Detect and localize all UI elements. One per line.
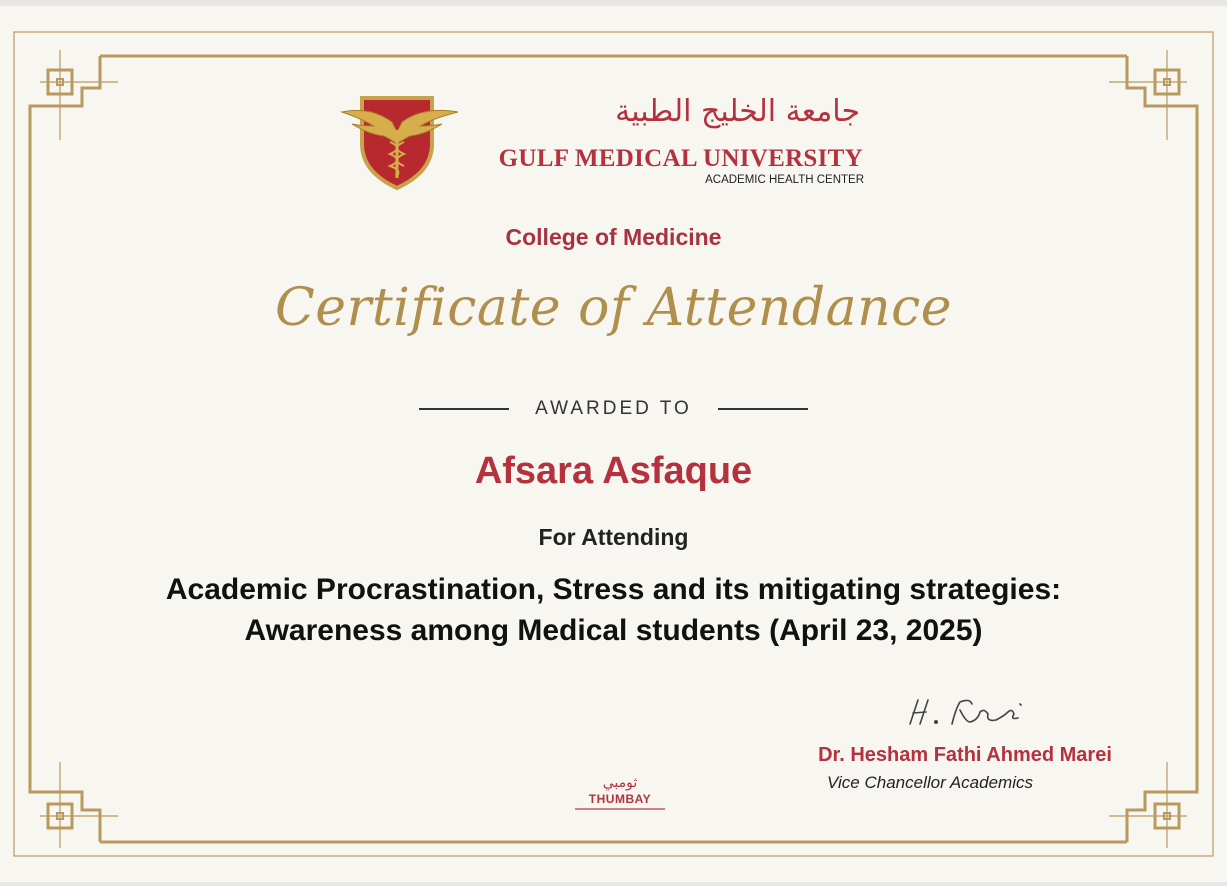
signatory-title: Vice Chancellor Academics [827,773,1033,792]
certificate-title: Certificate of Attendance [274,278,953,338]
signatory-name: Dr. Hesham Fathi Ahmed Marei [818,744,1112,766]
awarded-to-label: AWARDED TO [535,398,692,419]
certificate-sheet [0,6,1227,882]
college-name: College of Medicine [505,224,722,250]
university-logo [340,92,870,202]
thumbay-logo [560,774,680,810]
handwritten-signature [900,692,1030,732]
awarded-to-row [0,394,1227,424]
recipient-name: Afsara Asfaque [474,450,753,492]
thumbay-name: THUMBAY [588,792,652,806]
university-name-arabic: جامعة الخليج الطبية [615,94,860,129]
university-crest-icon [340,92,465,192]
university-name: GULF MEDICAL UNIVERSITY [498,145,863,172]
left-divider [419,408,509,410]
university-subtitle: ACADEMIC HEALTH CENTER [705,174,864,186]
thumbay-underline [575,808,665,810]
for-attending-label: For Attending [538,524,689,550]
thumbay-arabic: ثومبي [602,775,638,791]
event-title: Academic Procrastination, Stress and its mitigating strategies: Awareness among Medical students (April 23, 2025) [165,573,1062,647]
right-divider [718,408,808,410]
